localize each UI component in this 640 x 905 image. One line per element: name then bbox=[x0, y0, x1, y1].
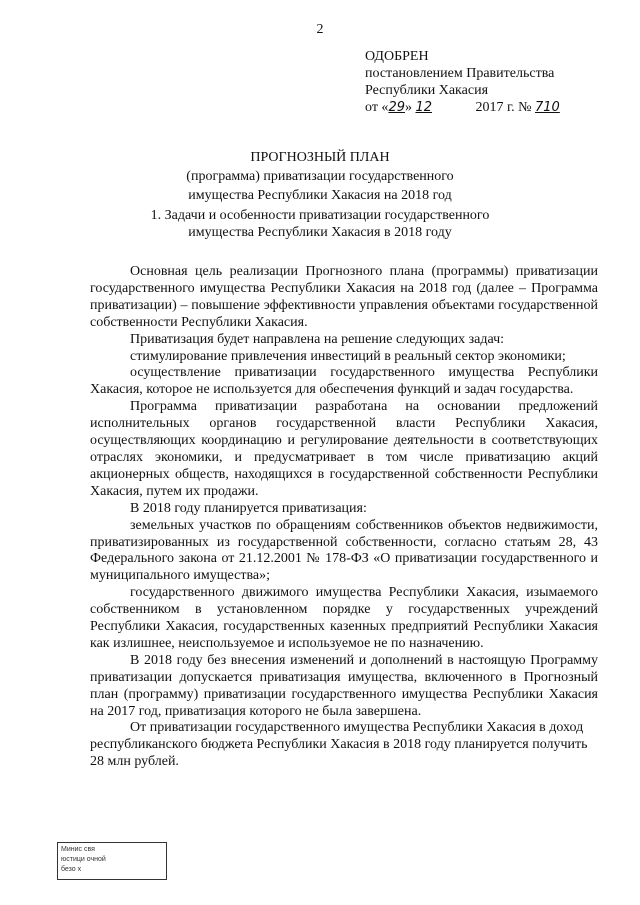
handwritten-month: 12 bbox=[415, 100, 433, 115]
paragraph: осуществление приватизации государственного имущества Республики Хакасия, которое не используется для обеспечения функций и задач государства. bbox=[90, 365, 598, 398]
section-line1: 1. Задачи и особенности приватизации государственного bbox=[150, 208, 490, 223]
section-line2: имущества Республики Хакасия в 2018 году bbox=[188, 225, 452, 240]
approval-line2: Республики Хакасия bbox=[365, 83, 489, 98]
document-title bbox=[0, 148, 640, 205]
section-heading bbox=[0, 207, 640, 241]
paragraph: Приватизация будет направлена на решение следующих задач: bbox=[130, 331, 505, 347]
paragraph: В 2018 году планируется приватизация: bbox=[130, 500, 367, 516]
paragraph: От приватизации государственного имущества Республики Хакасия в доход республиканского бюджета Республики Хакасия в 2018 году планируется получить 28 млн рублей. bbox=[90, 720, 588, 770]
paragraph: стимулирование привлечения инвестиций в реальный сектор экономики; bbox=[130, 348, 566, 364]
title-line2: (программа) приватизации государственного bbox=[186, 169, 454, 184]
handwritten-day: 29 bbox=[388, 100, 405, 115]
paragraph: Основная цель реализации Прогнозного плана (программы) приватизации государственного имущества Республики Хакасия на 2018 год (далее – Программа приватизации) – повышение эффективности управления объектами государственной собственности Республики Хакасия. bbox=[90, 264, 598, 330]
date-prefix: от « bbox=[365, 100, 389, 115]
paragraph: В 2018 году без внесения изменений и дополнений в настоящую Программу приватизации допускается приватизация имущества, включенного в Прогнозный план (программу) приватизации государственного имущества Республики Хакасия на 2017 год, приватизация которого не была завершена. bbox=[90, 652, 598, 719]
page-number: 2 bbox=[316, 22, 324, 37]
body-text bbox=[90, 264, 598, 771]
approval-block bbox=[365, 48, 560, 116]
date-mid: » bbox=[404, 100, 416, 115]
stamp-line3: безо х bbox=[61, 866, 82, 873]
paragraph: государственного движимого имущества Республики Хакасия, изымаемого собственником в установленном порядке у государственных учреждений Республики Хакасия, государственных казенных предприятий Республики Хакасия как излишнее, неиспользуемое и используемое не по назначению. bbox=[90, 585, 598, 651]
approval-title: ОДОБРЕН bbox=[365, 49, 429, 64]
ministry-stamp bbox=[57, 842, 167, 880]
stamp-line2: юстици очной bbox=[61, 856, 106, 863]
title-line1: ПРОГНОЗНЫЙ ПЛАН bbox=[250, 150, 390, 165]
handwritten-number: 710 bbox=[535, 100, 560, 115]
year-text: 2017 г. № bbox=[475, 100, 532, 115]
approval-line1: постановлением Правительства bbox=[365, 66, 555, 81]
stamp-line1: Минис свя bbox=[61, 846, 95, 853]
paragraph: земельных участков по обращениям собственников объектов недвижимости, приватизированных из государственной собственности, согласно статьям 28, 43 Федерального закона от 21.12.2001 № 178-ФЗ «О приватизации государственного и муниципального имущества»; bbox=[90, 517, 598, 584]
paragraph: Программа приватизации разработана на основании предложений исполнительных органов государственной власти Республики Хакасия, осуществляющих координацию и регулирование деятельности в соответствующих отраслях экономики, и предусматривает в том числе приватизацию акций акционерных обществ, находящихся в государственной собственности Республики Хакасия, путем их продажи. bbox=[90, 399, 598, 499]
title-line3: имущества Республики Хакасия на 2018 год bbox=[188, 188, 452, 203]
approval-date-line bbox=[365, 99, 560, 116]
